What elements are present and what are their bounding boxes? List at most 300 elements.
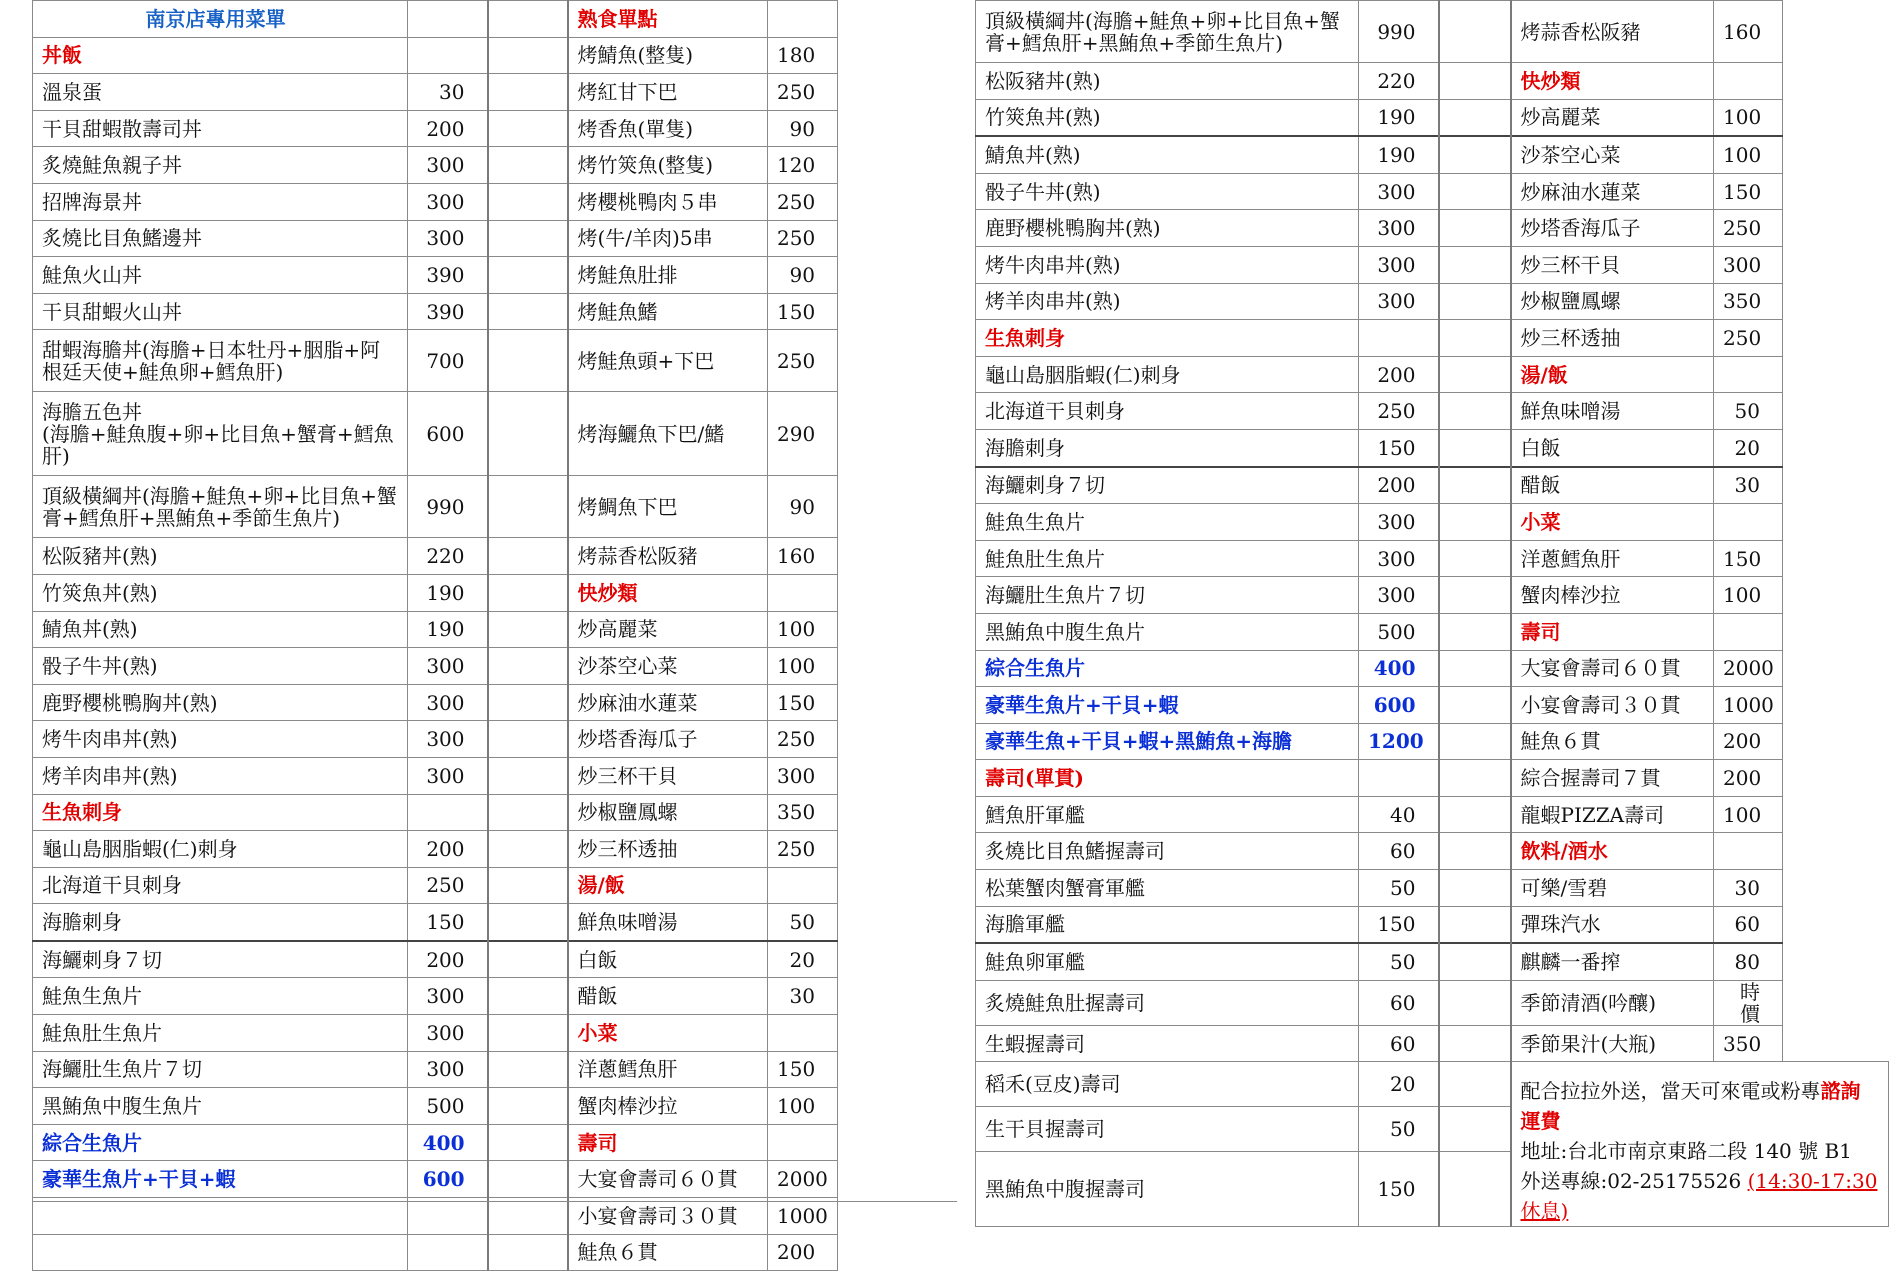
table-row <box>976 429 1889 466</box>
menu-item-name: 彈珠汽水 <box>1511 906 1714 943</box>
menu-item-name: 北海道干貝刺身 <box>33 867 408 904</box>
table-row <box>33 904 958 941</box>
menu-item-price: 390 <box>408 293 488 330</box>
menu-item-price: 220 <box>408 538 488 575</box>
menu-item-price: 30 <box>1714 467 1783 504</box>
menu-item-name: 炒麻油水蓮菜 <box>1511 173 1714 210</box>
menu-item-name: 炒椒鹽鳳螺 <box>1511 283 1714 320</box>
menu-item-name: 綜合握壽司７貫 <box>1511 760 1714 797</box>
menu-item-price: 300 <box>1359 540 1439 577</box>
column-gap <box>488 1 568 38</box>
menu-item-name: 烤蒜香松阪豬 <box>1511 1 1714 63</box>
menu-item-price: 80 <box>1714 943 1783 980</box>
menu-item-name: 海鱺刺身７切 <box>976 467 1359 504</box>
menu-item-price: 290 <box>768 392 838 476</box>
menu-item-price: 190 <box>408 611 488 648</box>
menu-item-price: 50 <box>768 904 838 941</box>
menu-item-name: 烤香魚(單隻) <box>568 110 768 147</box>
menu-item-name: 炒高麗菜 <box>1511 99 1714 136</box>
table-row <box>33 392 958 476</box>
menu-item-name: 海膽刺身 <box>976 429 1359 466</box>
table-row <box>33 941 958 978</box>
table-row <box>976 1062 1889 1107</box>
column-gap <box>1439 870 1511 907</box>
menu-item-name: 小宴會壽司３０貫 <box>1511 687 1714 724</box>
menu-item-name: 洋蔥鱈魚肝 <box>568 1051 768 1088</box>
menu-item-name: 沙茶空心菜 <box>1511 136 1714 173</box>
menu-item-name: 鮭魚６貫 <box>1511 723 1714 760</box>
menu-item-price: 220 <box>1359 63 1439 100</box>
menu-item-name: 鱈魚肝軍艦 <box>976 796 1359 833</box>
table-row <box>976 246 1889 283</box>
table-row <box>33 684 958 721</box>
menu-item-name: 骰子牛丼(熟) <box>976 173 1359 210</box>
menu-item-name: 海膽軍艦 <box>976 906 1359 943</box>
column-gap <box>488 220 568 257</box>
menu-item-name: 龍蝦PIZZA壽司 <box>1511 796 1714 833</box>
menu-item-price: 300 <box>408 220 488 257</box>
column-gap <box>1439 906 1511 943</box>
table-row <box>33 1198 958 1235</box>
menu-item-price: 350 <box>1714 1025 1783 1062</box>
menu-item-name: 溫泉蛋 <box>33 74 408 111</box>
column-gap <box>488 978 568 1015</box>
menu-item-price: 250 <box>768 183 838 220</box>
menu-item-name: 黑鮪魚中腹生魚片 <box>33 1088 408 1125</box>
menu-item-price: 600 <box>408 1161 488 1198</box>
menu-item-price: 200 <box>408 941 488 978</box>
menu-item-price: 200 <box>1714 723 1783 760</box>
menu-item-price: 150 <box>408 904 488 941</box>
menu-item-price: 700 <box>408 330 488 392</box>
column-gap <box>488 147 568 184</box>
menu-item-price: 100 <box>1714 577 1783 614</box>
menu-item-name: 沙茶空心菜 <box>568 648 768 685</box>
table-row <box>33 1124 958 1161</box>
menu-item-name: 黑鮪魚中腹握壽司 <box>976 1151 1359 1227</box>
menu-item-price <box>408 1198 488 1235</box>
delivery-note: 配合拉拉外送，當天可來電或粉專 <box>1520 1079 1821 1104</box>
menu-item-name: 海鱺刺身７切 <box>33 941 408 978</box>
category-heading: 小菜 <box>568 1015 768 1052</box>
menu-item-price: 200 <box>768 1234 838 1271</box>
menu-item-name: 烤鮭魚頭+下巴 <box>568 330 768 392</box>
column-gap <box>488 293 568 330</box>
menu-item-price: 180 <box>768 37 838 74</box>
bottom-rule <box>32 1201 957 1202</box>
column-gap <box>488 904 568 941</box>
menu-item-name: 洋蔥鱈魚肝 <box>1511 540 1714 577</box>
menu-item-price: 600 <box>1359 687 1439 724</box>
menu-item-name: 鮭魚卵軍艦 <box>976 943 1359 980</box>
column-gap <box>488 1234 568 1271</box>
category-heading: 壽司 <box>568 1124 768 1161</box>
table-row <box>976 173 1889 210</box>
menu-item-price: 990 <box>408 476 488 538</box>
column-gap <box>488 74 568 111</box>
menu-item-price: 100 <box>1714 99 1783 136</box>
menu-item-price <box>1714 63 1783 100</box>
table-row <box>33 1015 958 1052</box>
menu-item-price <box>408 37 488 74</box>
menu-item-price <box>408 794 488 831</box>
table-row <box>33 110 958 147</box>
column-gap <box>1439 283 1511 320</box>
menu-item-name: 骰子牛丼(熟) <box>33 648 408 685</box>
table-row <box>976 356 1889 393</box>
menu-item-name: 炒三杯透抽 <box>1511 320 1714 357</box>
menu-item-price: 300 <box>408 648 488 685</box>
column-gap <box>1439 833 1511 870</box>
menu-item-price: 300 <box>408 1051 488 1088</box>
menu-item-name: 干貝甜蝦火山丼 <box>33 293 408 330</box>
menu-item-price: 150 <box>768 684 838 721</box>
column-gap <box>488 538 568 575</box>
menu-item-price: 300 <box>408 978 488 1015</box>
column-gap <box>1439 943 1511 980</box>
menu-item-price: 200 <box>1714 760 1783 797</box>
column-gap <box>1439 136 1511 173</box>
menu-item-price: 300 <box>408 1015 488 1052</box>
menu-item-name: 烤鮭魚鰭 <box>568 293 768 330</box>
category-heading: 壽司 <box>1511 613 1714 650</box>
menu-item-price: 160 <box>768 538 838 575</box>
menu-item-price: 100 <box>768 1088 838 1125</box>
menu-item-price: 150 <box>1359 906 1439 943</box>
table-row <box>33 293 958 330</box>
menu-item-price: 300 <box>1359 173 1439 210</box>
menu-item-price: 90 <box>768 476 838 538</box>
table-row <box>33 757 958 794</box>
menu-item-price: 190 <box>1359 99 1439 136</box>
table-row <box>33 147 958 184</box>
menu-item-name: 烤羊肉串丼(熟) <box>33 757 408 794</box>
menu-item-price: 250 <box>1714 320 1783 357</box>
menu-item-price: 100 <box>1714 136 1783 173</box>
table-row <box>976 1 1889 63</box>
table-row <box>33 257 958 294</box>
menu-item-name: 鯖魚丼(熟) <box>33 611 408 648</box>
menu-item-name: 炙燒比目魚鰭邊丼 <box>33 220 408 257</box>
column-gap <box>488 867 568 904</box>
column-gap <box>1439 687 1511 724</box>
table-row <box>33 330 958 392</box>
menu-item-name: 季節果汁(大瓶) <box>1511 1025 1714 1062</box>
menu-item-price: 250 <box>1714 210 1783 247</box>
menu-item-name: 炙燒鮭魚親子丼 <box>33 147 408 184</box>
table-row <box>976 504 1889 541</box>
menu-item-price: 100 <box>768 648 838 685</box>
table-row <box>976 943 1889 980</box>
menu-item-name: 醋飯 <box>568 978 768 1015</box>
menu-item-price: 500 <box>1359 613 1439 650</box>
column-gap <box>488 757 568 794</box>
column-gap <box>1439 796 1511 833</box>
column-gap <box>1439 393 1511 430</box>
column-gap <box>488 648 568 685</box>
menu-item-price <box>768 867 838 904</box>
menu-item-name: 可樂/雪碧 <box>1511 870 1714 907</box>
menu-item-price <box>1714 356 1783 393</box>
column-gap <box>1439 504 1511 541</box>
menu-item-name: 黑鮪魚中腹生魚片 <box>976 613 1359 650</box>
menu-item-price <box>1714 504 1783 541</box>
column-gap <box>1439 1107 1511 1152</box>
menu-item-name: 龜山島胭脂蝦(仁)刺身 <box>976 356 1359 393</box>
category-heading: 生魚刺身 <box>976 320 1359 357</box>
menu-item-name: 炒椒鹽鳳螺 <box>568 794 768 831</box>
column-gap <box>488 1051 568 1088</box>
menu-item-price: 100 <box>768 611 838 648</box>
menu-item-price <box>768 1124 838 1161</box>
menu-item-name: 鮭魚生魚片 <box>976 504 1359 541</box>
table-row <box>33 538 958 575</box>
menu-item-price: 300 <box>408 757 488 794</box>
menu-item-price: 30 <box>1714 870 1783 907</box>
menu-item-price: 250 <box>768 220 838 257</box>
column-gap <box>1439 467 1511 504</box>
menu-item-name: 鯖魚丼(熟) <box>976 136 1359 173</box>
table-row <box>33 74 958 111</box>
table-row <box>976 540 1889 577</box>
menu-item-name: 鮮魚味噌湯 <box>1511 393 1714 430</box>
table-row <box>976 320 1889 357</box>
table-row <box>33 1088 958 1125</box>
menu-item-price: 150 <box>768 1051 838 1088</box>
column-gap <box>488 794 568 831</box>
column-gap <box>488 831 568 868</box>
table-row <box>976 687 1889 724</box>
table-row <box>976 796 1889 833</box>
menu-item-name: 豪華生魚片+干貝+蝦 <box>33 1161 408 1198</box>
table-row <box>33 37 958 74</box>
table-row <box>33 1161 958 1198</box>
column-gap <box>488 183 568 220</box>
category-heading: 湯/飯 <box>568 867 768 904</box>
menu-item-price: 50 <box>1359 943 1439 980</box>
menu-table-left <box>32 0 958 1271</box>
delivery-phone: 外送專線:02-25175526 <box>1520 1169 1742 1194</box>
menu-item-price: 190 <box>408 574 488 611</box>
menu-item-price: 250 <box>768 831 838 868</box>
menu-item-name: 頂級橫綱丼(海膽+鮭魚+卵+比目魚+蟹膏+鱈魚肝+黑鮪魚+季節生魚片) <box>976 1 1359 63</box>
menu-item-name: 海鱺肚生魚片７切 <box>33 1051 408 1088</box>
menu-item-price <box>408 1234 488 1271</box>
menu-item-name: 鮭魚肚生魚片 <box>976 540 1359 577</box>
menu-item-name: 竹筴魚丼(熟) <box>33 574 408 611</box>
table-row <box>976 980 1889 1025</box>
menu-item-price: 120 <box>768 147 838 184</box>
table-row <box>976 650 1889 687</box>
menu-item-price: 600 <box>408 392 488 476</box>
column-gap <box>488 1161 568 1198</box>
category-heading: 丼飯 <box>33 37 408 74</box>
column-gap <box>1439 760 1511 797</box>
table-row <box>976 99 1889 136</box>
menu-item-price: 350 <box>1714 283 1783 320</box>
menu-item-name: 豪華生魚+干貝+蝦+黑鮪魚+海膽 <box>976 723 1359 760</box>
menu-item-price: 500 <box>408 1088 488 1125</box>
menu-panel-left <box>32 0 957 1271</box>
menu-item-name: 鮭魚火山丼 <box>33 257 408 294</box>
menu-item-name: 蟹肉棒沙拉 <box>1511 577 1714 614</box>
menu-item-name: 稻禾(豆皮)壽司 <box>976 1062 1359 1107</box>
menu-item-name: 鮭魚６貫 <box>568 1234 768 1271</box>
menu-item-price <box>408 1 488 38</box>
menu-item-name: 烤鯖魚(整隻) <box>568 37 768 74</box>
menu-item-name: 季節清酒(吟釀) <box>1511 980 1714 1025</box>
store-address: 地址:台北市南京東路二段 140 號 B1 <box>1520 1139 1852 1164</box>
table-row <box>976 283 1889 320</box>
menu-item-name: 烤鮭魚肚排 <box>568 257 768 294</box>
menu-item-name: 鹿野櫻桃鴨胸丼(熟) <box>976 210 1359 247</box>
category-heading: 飲料/酒水 <box>1511 833 1714 870</box>
menu-item-name: 海膽刺身 <box>33 904 408 941</box>
menu-item-name: 綜合生魚片 <box>33 1124 408 1161</box>
menu-item-name: 鹿野櫻桃鴨胸丼(熟) <box>33 684 408 721</box>
menu-item-price: 250 <box>768 330 838 392</box>
menu-item-price: 200 <box>1359 467 1439 504</box>
menu-item-name: 烤鯛魚下巴 <box>568 476 768 538</box>
menu-item-price: 300 <box>1359 246 1439 283</box>
table-row <box>33 831 958 868</box>
menu-item-price: 2000 <box>1714 650 1783 687</box>
table-row <box>33 611 958 648</box>
table-row <box>33 867 958 904</box>
menu-item-name: 竹筴魚丼(熟) <box>976 99 1359 136</box>
menu-item-price: 300 <box>408 183 488 220</box>
menu-item-name: 甜蝦海膽丼(海膽+日本牡丹+胭脂+阿根廷天使+鮭魚卵+鱈魚肝) <box>33 330 408 392</box>
column-gap <box>1439 1025 1511 1062</box>
delivery-fee-link[interactable]: 諮詢運費 <box>1520 1079 1861 1134</box>
table-row <box>33 721 958 758</box>
column-gap <box>1439 650 1511 687</box>
menu-item-price: 390 <box>408 257 488 294</box>
menu-item-price: 60 <box>1359 1025 1439 1062</box>
table-row <box>976 1025 1889 1062</box>
menu-item-price: 1000 <box>1714 687 1783 724</box>
column-gap <box>488 330 568 392</box>
table-row <box>976 393 1889 430</box>
menu-item-price: 200 <box>1359 356 1439 393</box>
column-gap <box>1439 577 1511 614</box>
menu-item-price: 150 <box>1714 173 1783 210</box>
menu-item-price: 250 <box>768 74 838 111</box>
menu-item-name: 炒三杯干貝 <box>1511 246 1714 283</box>
menu-item-name: 松阪豬丼(熟) <box>976 63 1359 100</box>
table-row <box>976 723 1889 760</box>
category-heading: 壽司(單貫) <box>976 760 1359 797</box>
menu-panel-right <box>975 0 1888 1227</box>
menu-item-price: 90 <box>768 110 838 147</box>
menu-item-name: 大宴會壽司６０貫 <box>1511 650 1714 687</box>
menu-item-price: 350 <box>768 794 838 831</box>
column-gap <box>1439 723 1511 760</box>
table-row <box>976 63 1889 100</box>
menu-item-name: 炒塔香海瓜子 <box>1511 210 1714 247</box>
table-row <box>33 183 958 220</box>
menu-item-price: 30 <box>768 978 838 1015</box>
menu-item-price: 250 <box>1359 393 1439 430</box>
menu-item-name <box>33 1198 408 1235</box>
menu-item-price <box>768 1015 838 1052</box>
table-row <box>33 1051 958 1088</box>
menu-item-price: 300 <box>1359 283 1439 320</box>
column-gap <box>1439 1062 1511 1107</box>
column-gap <box>1439 429 1511 466</box>
column-gap <box>488 257 568 294</box>
menu-item-price: 300 <box>408 721 488 758</box>
menu-item-price: 20 <box>1359 1062 1439 1107</box>
table-row <box>976 870 1889 907</box>
menu-item-name: 醋飯 <box>1511 467 1714 504</box>
table-row <box>976 136 1889 173</box>
menu-item-name: 鮮魚味噌湯 <box>568 904 768 941</box>
menu-item-name: 松葉蟹肉蟹膏軍艦 <box>976 870 1359 907</box>
column-gap <box>488 574 568 611</box>
menu-item-price: 300 <box>768 757 838 794</box>
menu-item-price: 250 <box>768 721 838 758</box>
column-gap <box>488 392 568 476</box>
menu-item-name: 炒高麗菜 <box>568 611 768 648</box>
menu-item-name: 炒三杯干貝 <box>568 757 768 794</box>
menu-item-name: 鮭魚生魚片 <box>33 978 408 1015</box>
menu-item-price: 300 <box>408 147 488 184</box>
table-row <box>976 906 1889 943</box>
menu-item-name <box>33 1234 408 1271</box>
column-gap <box>1439 63 1511 100</box>
menu-item-price: 250 <box>408 867 488 904</box>
column-gap <box>488 611 568 648</box>
column-gap <box>1439 356 1511 393</box>
menu-item-name: 烤羊肉串丼(熟) <box>976 283 1359 320</box>
table-row <box>976 210 1889 247</box>
menu-item-price: 400 <box>1359 650 1439 687</box>
menu-item-name: 鮭魚肚生魚片 <box>33 1015 408 1052</box>
menu-item-price: 60 <box>1714 906 1783 943</box>
menu-item-price: 60 <box>1359 980 1439 1025</box>
menu-item-name: 麒麟一番搾 <box>1511 943 1714 980</box>
menu-item-price: 2000 <box>768 1161 838 1198</box>
table-row <box>33 574 958 611</box>
menu-item-price: 60 <box>1359 833 1439 870</box>
menu-item-name: 生蝦握壽司 <box>976 1025 1359 1062</box>
table-row <box>976 577 1889 614</box>
delivery-info <box>1511 1062 1889 1227</box>
table-row <box>33 220 958 257</box>
category-heading: 湯/飯 <box>1511 356 1714 393</box>
table-row <box>33 1 958 38</box>
menu-item-price: 50 <box>1359 1107 1439 1152</box>
category-heading: 生魚刺身 <box>33 794 408 831</box>
column-gap <box>488 684 568 721</box>
table-row <box>33 794 958 831</box>
menu-item-price: 300 <box>1359 577 1439 614</box>
column-gap <box>1439 1 1511 63</box>
menu-item-name: 炒塔香海瓜子 <box>568 721 768 758</box>
menu-item-name: 蟹肉棒沙拉 <box>568 1088 768 1125</box>
menu-item-price: 50 <box>1359 870 1439 907</box>
column-gap <box>1439 173 1511 210</box>
menu-item-price: 100 <box>1714 796 1783 833</box>
menu-item-price: 20 <box>1714 429 1783 466</box>
menu-item-name: 烤(牛/羊肉)5串 <box>568 220 768 257</box>
column-gap <box>1439 540 1511 577</box>
menu-item-name: 頂級橫綱丼(海膽+鮭魚+卵+比目魚+蟹膏+鱈魚肝+黑鮪魚+季節生魚片) <box>33 476 408 538</box>
column-gap <box>1439 980 1511 1025</box>
table-row <box>976 467 1889 504</box>
menu-item-name: 烤牛肉串丼(熟) <box>33 721 408 758</box>
